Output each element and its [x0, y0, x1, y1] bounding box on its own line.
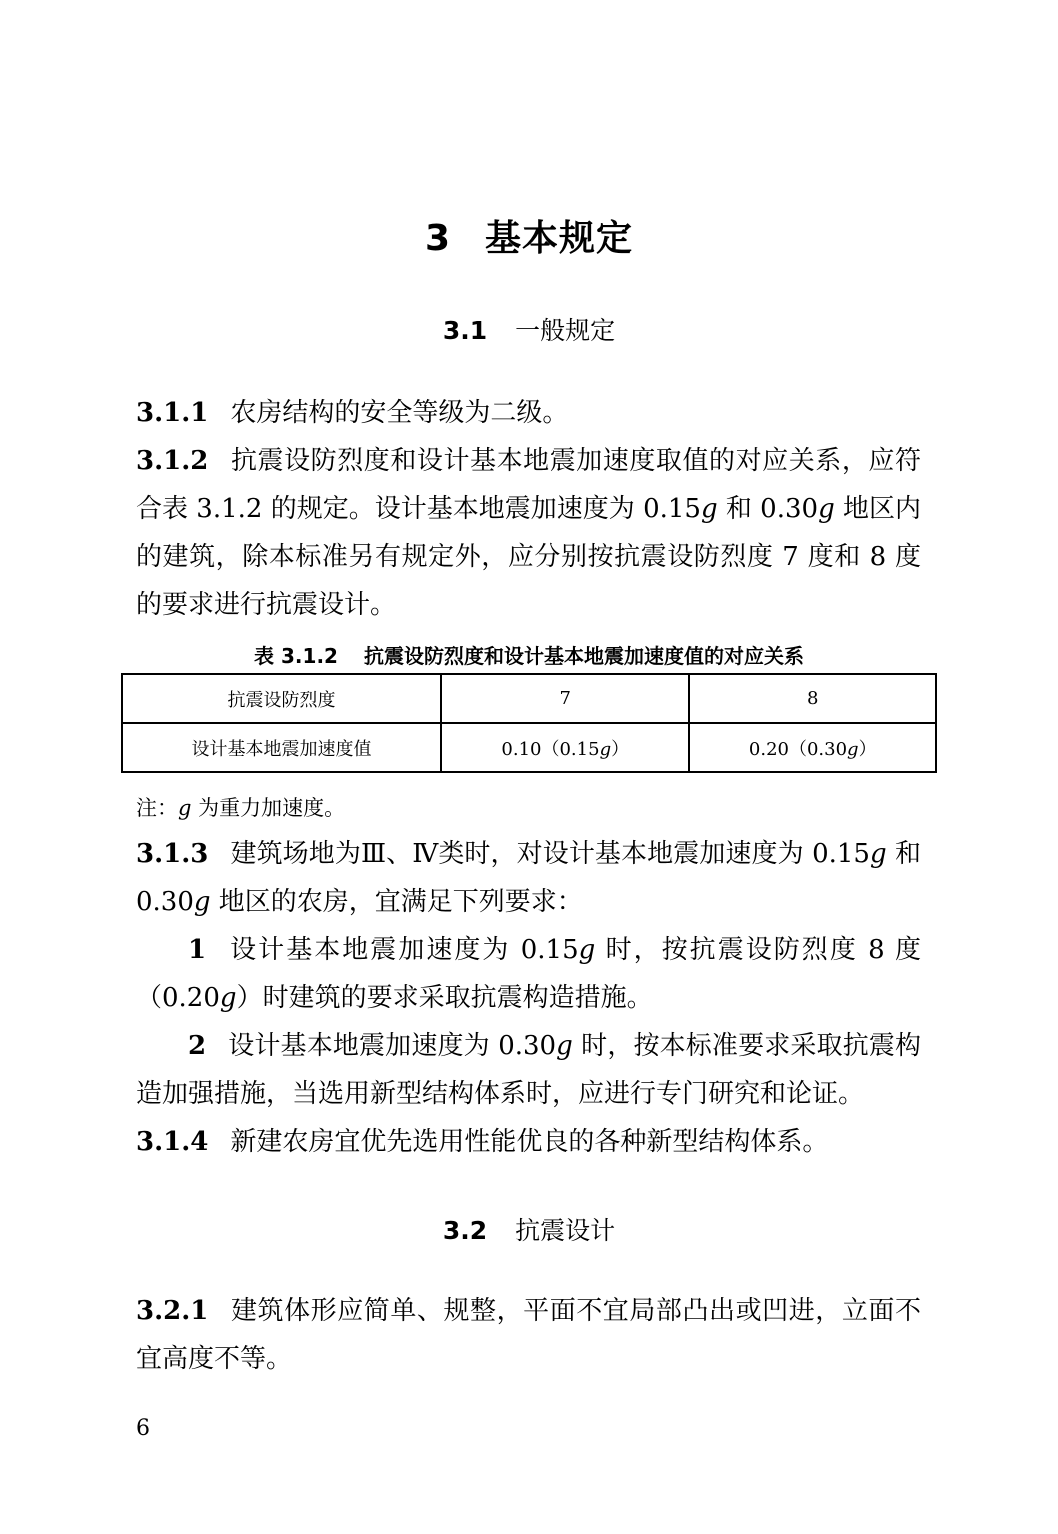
- cell-value: 0.20（0.30: [748, 738, 848, 760]
- clause-text: 和 0.30: [717, 494, 819, 524]
- clause-text: 抗震设防烈度和设计基本地震加速度取值的对应关系，应符合表 3.1.2 的规定。设计基本地震加速度为 0.15: [136, 446, 921, 524]
- table-cell-label: 抗震设防烈度: [122, 674, 441, 723]
- item-text: ）时建筑的要求采取抗震构造措施。: [236, 983, 653, 1013]
- clause-3-1-1: [136, 389, 921, 437]
- clause-text: 新建农房宜优先选用性能优良的各种新型结构体系。: [230, 1127, 829, 1157]
- clause-3-1-4: [136, 1118, 921, 1166]
- clause-number: 3.1.2: [136, 446, 209, 476]
- clause-text: 地区内的建筑，除本标准另有规定外，应分别按抗震设防烈度 7 度和 8 度的要求进行抗震设计。: [136, 494, 922, 620]
- item-number: 2: [188, 1031, 207, 1061]
- symbol-g: g: [219, 983, 237, 1013]
- table-row: [122, 674, 936, 723]
- section-number: 3.2: [442, 1216, 488, 1245]
- clause-number: 3.1.3: [136, 839, 209, 869]
- item-text: 时，按抗震设防烈度 8 度（0.20: [136, 935, 921, 1013]
- note-text: 为重力加速度。: [191, 796, 346, 820]
- symbol-g: g: [869, 839, 887, 869]
- table-cell-7: 7: [441, 674, 689, 723]
- table-note: [136, 792, 345, 822]
- clause-text: 和 0.30: [136, 839, 921, 917]
- chapter-title: [0, 210, 1058, 261]
- clause-3-2-1: [136, 1287, 921, 1383]
- symbol-g: g: [700, 494, 718, 524]
- clause-text: 农房结构的安全等级为二级。: [230, 398, 569, 428]
- intensity-acceleration-table: [121, 673, 937, 773]
- clause-3-1-3: [136, 830, 921, 926]
- item-text: 设计基本地震加速度为 0.15: [228, 935, 579, 965]
- section-title-3-1: [0, 311, 1058, 347]
- clause-number: 3.1.1: [136, 398, 209, 428]
- table-caption: [0, 640, 1058, 669]
- page-number: 6: [136, 1416, 150, 1441]
- symbol-g: g: [178, 796, 192, 820]
- symbol-g: g: [193, 887, 211, 917]
- cell-value: ）: [611, 738, 630, 760]
- table-row: [122, 723, 936, 772]
- clause-text: 地区的农房，宜满足下列要求：: [210, 887, 583, 917]
- item-2: [136, 1022, 921, 1118]
- section-title-3-2: [0, 1211, 1058, 1247]
- item-1: [136, 926, 921, 1022]
- chapter-number: 3: [424, 218, 452, 259]
- note-prefix: 注：: [136, 796, 178, 820]
- symbol-g: g: [578, 935, 596, 965]
- table-caption-text: 抗震设防烈度和设计基本地震加速度值的对应关系: [363, 644, 804, 668]
- table-cell-7: [441, 723, 689, 772]
- table-cell-8: [689, 723, 936, 772]
- item-number: 1: [188, 935, 207, 965]
- symbol-g: g: [818, 494, 835, 524]
- item-text: 时，按本标准要求采取抗震构造加强措施，当选用新型结构体系时，应进行专门研究和论证。: [136, 1031, 922, 1109]
- section-title-text: 一般规定: [515, 316, 616, 345]
- item-text: 设计基本地震加速度为 0.30: [228, 1031, 557, 1061]
- table-cell-8: 8: [689, 674, 936, 723]
- symbol-g: g: [556, 1031, 573, 1061]
- clause-number: 3.2.1: [136, 1296, 209, 1326]
- section-title-text: 抗震设计: [515, 1216, 616, 1245]
- cell-value: ）: [858, 738, 877, 760]
- clause-3-1-2: [136, 437, 921, 629]
- symbol-g: g: [599, 738, 612, 760]
- symbol-g: g: [847, 738, 859, 760]
- table-cell-label: 设计基本地震加速度值: [122, 723, 441, 772]
- clause-text: 建筑场地为Ⅲ、Ⅳ类时，对设计基本地震加速度为 0.15: [230, 839, 870, 869]
- section-number: 3.1: [442, 316, 488, 345]
- chapter-title-text: 基本规定: [485, 218, 634, 259]
- clause-number: 3.1.4: [136, 1127, 209, 1157]
- clause-text: 建筑体形应简单、规整，平面不宜局部凸出或凹进，立面不宜高度不等。: [136, 1296, 921, 1374]
- table-number: 表 3.1.2: [254, 644, 338, 668]
- cell-value: 0.10（0.15: [501, 738, 600, 760]
